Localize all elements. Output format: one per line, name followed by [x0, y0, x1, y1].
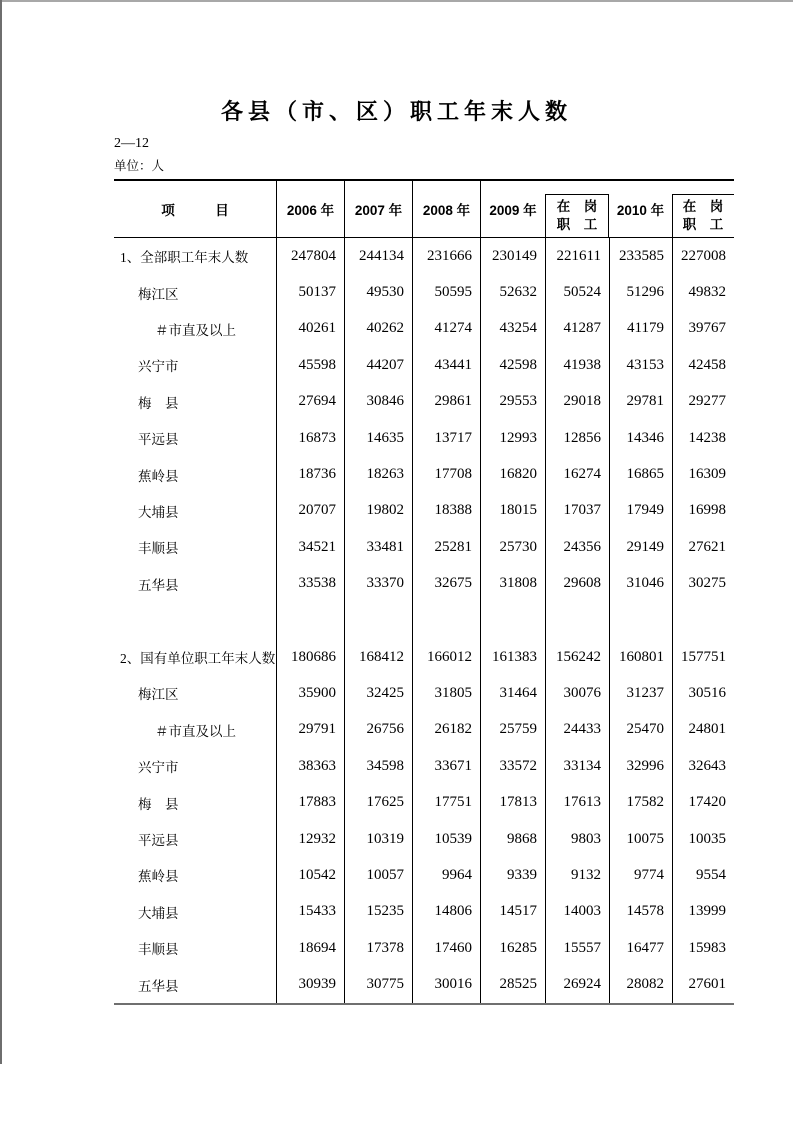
spacer-cell [276, 602, 344, 639]
value-cell: 10057 [344, 857, 412, 893]
value-cell: 30775 [344, 966, 412, 1002]
value-cell: 42598 [480, 347, 545, 383]
row-label: ＃市直及以上 [155, 723, 236, 739]
value-cell: 230149 [480, 238, 545, 274]
value-cell: 33481 [344, 529, 412, 565]
table-row [114, 748, 734, 784]
value-cell: 12932 [276, 821, 344, 857]
table-body [114, 238, 734, 1003]
value-cell: 44207 [344, 347, 412, 383]
value-cell: 18263 [344, 456, 412, 492]
value-cell: 30016 [412, 966, 480, 1002]
row-label: 大埔县 [138, 504, 179, 520]
value-cell: 18736 [276, 456, 344, 492]
value-cell: 13999 [672, 894, 734, 930]
value-cell: 16309 [672, 456, 734, 492]
table-row [114, 894, 734, 930]
value-cell: 29553 [480, 384, 545, 420]
row-label: 兴宁市 [138, 760, 179, 776]
value-cell: 29608 [545, 566, 609, 602]
value-cell: 14346 [609, 420, 672, 456]
value-cell: 10319 [344, 821, 412, 857]
row-label: 平远县 [138, 833, 179, 849]
value-cell: 30939 [276, 966, 344, 1002]
table-row [114, 639, 734, 675]
spacer-cell [480, 602, 545, 639]
table-row [114, 274, 734, 310]
value-cell: 52632 [480, 274, 545, 310]
value-cell: 244134 [344, 238, 412, 274]
value-cell: 10035 [672, 821, 734, 857]
value-cell: 28525 [480, 966, 545, 1002]
row-label: ＃市直及以上 [155, 322, 236, 338]
value-cell: 28082 [609, 966, 672, 1002]
value-cell: 26756 [344, 712, 412, 748]
value-cell: 26182 [412, 712, 480, 748]
row-label: 兴宁市 [138, 359, 179, 375]
value-cell: 30076 [545, 675, 609, 711]
spacer-cell [344, 602, 412, 639]
page-top-edge [0, 0, 793, 2]
table-row [114, 493, 734, 529]
value-cell: 41287 [545, 311, 609, 347]
value-cell: 39767 [672, 311, 734, 347]
section-spacer [114, 602, 734, 639]
row-label: 丰顺县 [138, 541, 179, 557]
value-cell: 9803 [545, 821, 609, 857]
data-table [114, 179, 734, 1005]
column-header-onduty-2010 [672, 181, 734, 238]
table-row [114, 420, 734, 456]
value-cell: 14238 [672, 420, 734, 456]
value-cell: 15557 [545, 930, 609, 966]
value-cell: 41938 [545, 347, 609, 383]
value-cell: 17460 [412, 930, 480, 966]
row-label: 蕉岭县 [138, 468, 179, 484]
value-cell: 221611 [545, 238, 609, 274]
value-cell: 168412 [344, 639, 412, 675]
row-label: 丰顺县 [138, 942, 179, 958]
value-cell: 35900 [276, 675, 344, 711]
value-cell: 25759 [480, 712, 545, 748]
value-cell: 17613 [545, 784, 609, 820]
onduty-line1: 在 岗 [556, 199, 598, 214]
value-cell: 20707 [276, 493, 344, 529]
value-cell: 25730 [480, 529, 545, 565]
value-cell: 17751 [412, 784, 480, 820]
value-cell: 247804 [276, 238, 344, 274]
value-cell: 41274 [412, 311, 480, 347]
table-code: 2—12 [114, 136, 149, 151]
row-label: 平远县 [138, 432, 179, 448]
value-cell: 31237 [609, 675, 672, 711]
value-cell: 30846 [344, 384, 412, 420]
table-row [114, 784, 734, 820]
header-row [114, 181, 734, 238]
value-cell: 38363 [276, 748, 344, 784]
value-cell: 29791 [276, 712, 344, 748]
column-header-2008: 2008 年 [412, 181, 480, 238]
column-header-2010: 2010 年 [609, 181, 672, 238]
value-cell: 34521 [276, 529, 344, 565]
column-header-item: 项 目 [114, 181, 276, 238]
value-cell: 32643 [672, 748, 734, 784]
value-cell: 19802 [344, 493, 412, 529]
row-label: 大埔县 [138, 905, 179, 921]
value-cell: 14806 [412, 894, 480, 930]
value-cell: 40262 [344, 311, 412, 347]
value-cell: 9339 [480, 857, 545, 893]
value-cell: 27694 [276, 384, 344, 420]
value-cell: 17708 [412, 456, 480, 492]
row-label: 蕉岭县 [138, 869, 179, 885]
value-cell: 34598 [344, 748, 412, 784]
value-cell: 16865 [609, 456, 672, 492]
value-cell: 31805 [412, 675, 480, 711]
row-label: 1、全部职工年末人数 [120, 250, 249, 266]
value-cell: 33572 [480, 748, 545, 784]
value-cell: 17949 [609, 493, 672, 529]
table-header [114, 181, 734, 238]
value-cell: 31046 [609, 566, 672, 602]
value-cell: 18388 [412, 493, 480, 529]
table-row [114, 384, 734, 420]
table-row [114, 821, 734, 857]
value-cell: 29018 [545, 384, 609, 420]
value-cell: 9554 [672, 857, 734, 893]
value-cell: 10539 [412, 821, 480, 857]
value-cell: 25281 [412, 529, 480, 565]
value-cell: 50595 [412, 274, 480, 310]
spacer-cell [545, 602, 609, 639]
value-cell: 18015 [480, 493, 545, 529]
value-cell: 233585 [609, 238, 672, 274]
value-cell: 231666 [412, 238, 480, 274]
value-cell: 24801 [672, 712, 734, 748]
value-cell: 24356 [545, 529, 609, 565]
value-cell: 16274 [545, 456, 609, 492]
value-cell: 30275 [672, 566, 734, 602]
value-cell: 43254 [480, 311, 545, 347]
table-row [114, 347, 734, 383]
value-cell: 12856 [545, 420, 609, 456]
value-cell: 42458 [672, 347, 734, 383]
value-cell: 14003 [545, 894, 609, 930]
table-row [114, 456, 734, 492]
table-title: 各县（市、区）职工年末人数 [220, 99, 572, 124]
value-cell: 32425 [344, 675, 412, 711]
value-cell: 180686 [276, 639, 344, 675]
row-label: 梅江区 [138, 687, 179, 703]
value-cell: 15983 [672, 930, 734, 966]
value-cell: 166012 [412, 639, 480, 675]
value-cell: 25470 [609, 712, 672, 748]
value-cell: 160801 [609, 639, 672, 675]
value-cell: 10542 [276, 857, 344, 893]
value-cell: 26924 [545, 966, 609, 1002]
value-cell: 9868 [480, 821, 545, 857]
value-cell: 49530 [344, 274, 412, 310]
spacer-cell [412, 602, 480, 639]
row-label: 梅 县 [138, 796, 179, 812]
value-cell: 17582 [609, 784, 672, 820]
value-cell: 9964 [412, 857, 480, 893]
table-row [114, 966, 734, 1002]
value-cell: 14578 [609, 894, 672, 930]
table-row [114, 930, 734, 966]
value-cell: 27601 [672, 966, 734, 1002]
value-cell: 30516 [672, 675, 734, 711]
table-row [114, 712, 734, 748]
table-row [114, 857, 734, 893]
value-cell: 24433 [545, 712, 609, 748]
value-cell: 31808 [480, 566, 545, 602]
row-label: 五华县 [138, 978, 179, 994]
value-cell: 29149 [609, 529, 672, 565]
value-cell: 9774 [609, 857, 672, 893]
table-row [114, 238, 734, 274]
value-cell: 29277 [672, 384, 734, 420]
spacer-cell [114, 602, 276, 639]
value-cell: 12993 [480, 420, 545, 456]
value-cell: 17625 [344, 784, 412, 820]
value-cell: 27621 [672, 529, 734, 565]
value-cell: 33671 [412, 748, 480, 784]
value-cell: 161383 [480, 639, 545, 675]
value-cell: 33370 [344, 566, 412, 602]
value-cell: 40261 [276, 311, 344, 347]
table-row [114, 311, 734, 347]
value-cell: 13717 [412, 420, 480, 456]
value-cell: 45598 [276, 347, 344, 383]
value-cell: 227008 [672, 238, 734, 274]
value-cell: 32675 [412, 566, 480, 602]
value-cell: 43441 [412, 347, 480, 383]
value-cell: 49832 [672, 274, 734, 310]
value-cell: 157751 [672, 639, 734, 675]
value-cell: 14517 [480, 894, 545, 930]
value-cell: 15433 [276, 894, 344, 930]
value-cell: 17037 [545, 493, 609, 529]
value-cell: 10075 [609, 821, 672, 857]
unit-label: 单位：人 [114, 159, 165, 173]
row-label: 2、国有单位职工年末人数 [120, 651, 276, 667]
value-cell: 16477 [609, 930, 672, 966]
value-cell: 14635 [344, 420, 412, 456]
onduty-line2: 职 工 [556, 217, 598, 232]
value-cell: 33538 [276, 566, 344, 602]
value-cell: 31464 [480, 675, 545, 711]
value-cell: 17883 [276, 784, 344, 820]
row-label: 梅 县 [138, 395, 179, 411]
value-cell: 50137 [276, 274, 344, 310]
value-cell: 33134 [545, 748, 609, 784]
value-cell: 43153 [609, 347, 672, 383]
value-cell: 156242 [545, 639, 609, 675]
column-header-onduty-2009 [545, 181, 609, 238]
value-cell: 17378 [344, 930, 412, 966]
value-cell: 17813 [480, 784, 545, 820]
value-cell: 32996 [609, 748, 672, 784]
value-cell: 41179 [609, 311, 672, 347]
value-cell: 15235 [344, 894, 412, 930]
value-cell: 16820 [480, 456, 545, 492]
page-left-edge [0, 0, 2, 1064]
table-row [114, 566, 734, 602]
row-label: 五华县 [138, 577, 179, 593]
column-header-2006: 2006 年 [276, 181, 344, 238]
value-cell: 17420 [672, 784, 734, 820]
value-cell: 16998 [672, 493, 734, 529]
spacer-cell [609, 602, 672, 639]
table-row [114, 529, 734, 565]
value-cell: 16285 [480, 930, 545, 966]
column-header-2007: 2007 年 [344, 181, 412, 238]
spacer-cell [672, 602, 734, 639]
value-cell: 9132 [545, 857, 609, 893]
onduty-line2: 职 工 [682, 217, 724, 232]
table-row [114, 675, 734, 711]
column-header-2009: 2009 年 [480, 181, 545, 238]
value-cell: 50524 [545, 274, 609, 310]
row-label: 梅江区 [138, 286, 179, 302]
value-cell: 18694 [276, 930, 344, 966]
value-cell: 29781 [609, 384, 672, 420]
value-cell: 51296 [609, 274, 672, 310]
onduty-line1: 在 岗 [682, 199, 724, 214]
value-cell: 16873 [276, 420, 344, 456]
value-cell: 29861 [412, 384, 480, 420]
